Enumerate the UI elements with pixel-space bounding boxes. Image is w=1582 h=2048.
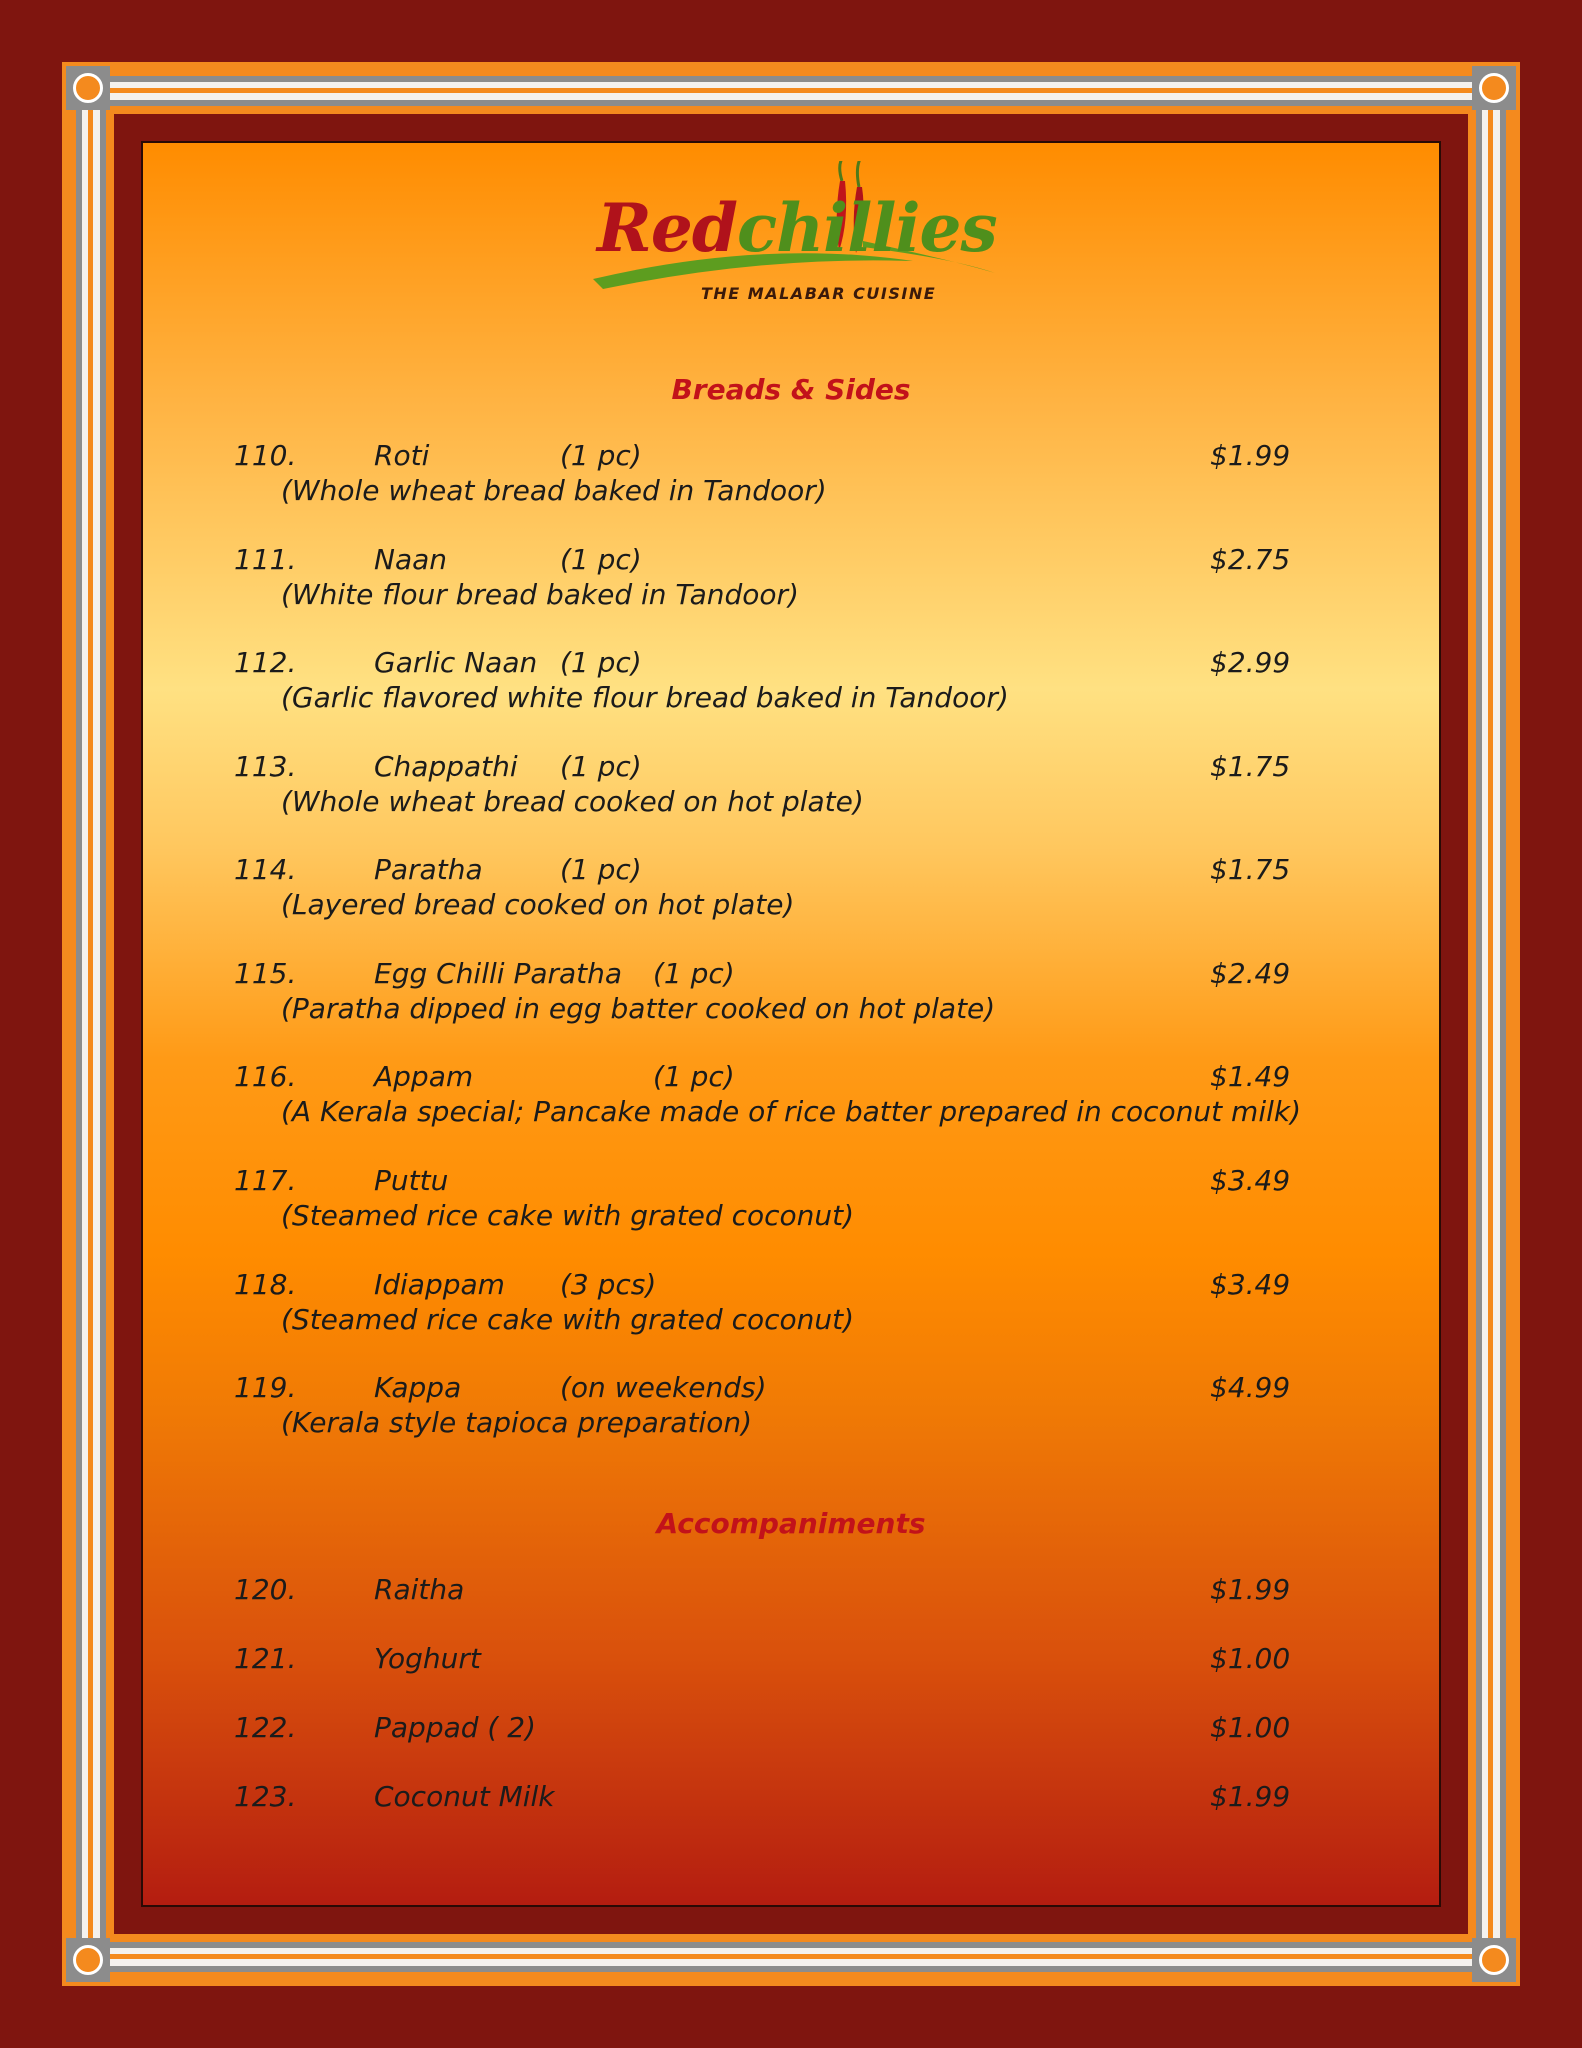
- item-price: $2.49: [1210, 957, 1291, 990]
- item-name: Puttu: [374, 1164, 449, 1197]
- restaurant-logo: [583, 161, 1003, 303]
- item-name: Kappa: [374, 1371, 462, 1404]
- menu-item: [143, 1060, 1439, 1140]
- menu-item: [143, 1642, 1439, 1722]
- item-name: Appam: [374, 1060, 474, 1093]
- frame-rail-right: [1476, 106, 1506, 1942]
- menu-item: [143, 750, 1439, 830]
- item-quantity: (1 pc): [560, 543, 642, 576]
- item-description: (A Kerala special; Pancake made of rice batter prepared in coconut milk): [281, 1095, 1302, 1128]
- menu-item: [143, 853, 1439, 933]
- menu-item: [143, 439, 1439, 519]
- item-quantity: (1 pc): [560, 750, 642, 783]
- item-name: Raitha: [374, 1573, 465, 1606]
- item-number: 112.: [234, 646, 297, 679]
- menu-item: [143, 543, 1439, 623]
- item-name: Garlic Naan: [374, 646, 538, 679]
- item-name: Naan: [374, 543, 448, 576]
- item-name: Pappad ( 2): [374, 1711, 536, 1744]
- item-price: $2.75: [1210, 543, 1291, 576]
- item-number: 120.: [234, 1573, 297, 1606]
- menu-item: [143, 1268, 1439, 1348]
- corner-ornament-bottom-left: [66, 1938, 110, 1982]
- item-name: Coconut Milk: [374, 1780, 555, 1813]
- item-quantity: (1 pc): [653, 957, 735, 990]
- item-description: (Kerala style tapioca preparation): [281, 1406, 753, 1439]
- item-price: $1.99: [1210, 1780, 1291, 1813]
- item-description: (Steamed rice cake with grated coconut): [281, 1199, 855, 1232]
- item-description: (Paratha dipped in egg batter cooked on hot plate): [281, 992, 996, 1025]
- menu-item: [143, 1573, 1439, 1653]
- item-price: $1.00: [1210, 1642, 1291, 1675]
- item-number: 123.: [234, 1780, 297, 1813]
- item-description: (Whole wheat bread baked in Tandoor): [281, 474, 827, 507]
- item-quantity: (3 pcs): [560, 1268, 657, 1301]
- item-number: 119.: [234, 1371, 297, 1404]
- logo-tagline: THE MALABAR CUISINE: [701, 284, 937, 303]
- item-number: 114.: [234, 853, 297, 886]
- item-price: $3.49: [1210, 1268, 1291, 1301]
- item-price: $1.99: [1210, 1573, 1291, 1606]
- item-number: 116.: [234, 1060, 297, 1093]
- menu-item: [143, 957, 1439, 1037]
- menu-panel: [141, 141, 1441, 1907]
- logo-wordmark: Redchillies: [597, 189, 997, 267]
- item-price: $4.99: [1210, 1371, 1291, 1404]
- item-number: 115.: [234, 957, 297, 990]
- item-name: Chappathi: [374, 750, 518, 783]
- section-title-accompaniments: Accompaniments: [656, 1507, 926, 1540]
- frame-rail-top: [106, 76, 1476, 106]
- item-number: 121.: [234, 1642, 297, 1675]
- item-description: (White flour bread baked in Tandoor): [281, 578, 799, 611]
- item-number: 111.: [234, 543, 297, 576]
- item-price: $1.00: [1210, 1711, 1291, 1744]
- menu-item: [143, 1711, 1439, 1791]
- menu-item: [143, 1780, 1439, 1860]
- section-title-breads-sides: Breads & Sides: [671, 373, 911, 406]
- item-number: 110.: [234, 439, 297, 472]
- item-quantity: (1 pc): [560, 646, 642, 679]
- item-quantity: (on weekends): [560, 1371, 767, 1404]
- item-quantity: (1 pc): [560, 853, 642, 886]
- item-price: $1.75: [1210, 750, 1291, 783]
- item-price: $2.99: [1210, 646, 1291, 679]
- corner-ornament-bottom-right: [1472, 1938, 1516, 1982]
- item-name: Idiappam: [374, 1268, 505, 1301]
- item-price: $1.99: [1210, 439, 1291, 472]
- corner-ornament-top-left: [66, 66, 110, 110]
- corner-ornament-top-right: [1472, 66, 1516, 110]
- frame-rail-left: [76, 106, 106, 1942]
- item-name: Roti: [374, 439, 430, 472]
- item-name: Yoghurt: [374, 1642, 481, 1675]
- item-price: $3.49: [1210, 1164, 1291, 1197]
- item-description: (Steamed rice cake with grated coconut): [281, 1303, 855, 1336]
- menu-item: [143, 1164, 1439, 1244]
- item-price: $1.75: [1210, 853, 1291, 886]
- item-description: (Whole wheat bread cooked on hot plate): [281, 785, 864, 818]
- item-description: (Layered bread cooked on hot plate): [281, 888, 795, 921]
- frame-rail-bottom: [106, 1942, 1476, 1972]
- menu-item: [143, 646, 1439, 726]
- item-description: (Garlic flavored white flour bread baked in Tandoor): [281, 681, 1009, 714]
- item-quantity: (1 pc): [653, 1060, 735, 1093]
- item-number: 122.: [234, 1711, 297, 1744]
- item-number: 113.: [234, 750, 297, 783]
- menu-item: [143, 1371, 1439, 1451]
- item-price: $1.49: [1210, 1060, 1291, 1093]
- item-name: Egg Chilli Paratha: [374, 957, 623, 990]
- item-quantity: (1 pc): [560, 439, 642, 472]
- item-number: 117.: [234, 1164, 297, 1197]
- item-name: Paratha: [374, 853, 483, 886]
- item-number: 118.: [234, 1268, 297, 1301]
